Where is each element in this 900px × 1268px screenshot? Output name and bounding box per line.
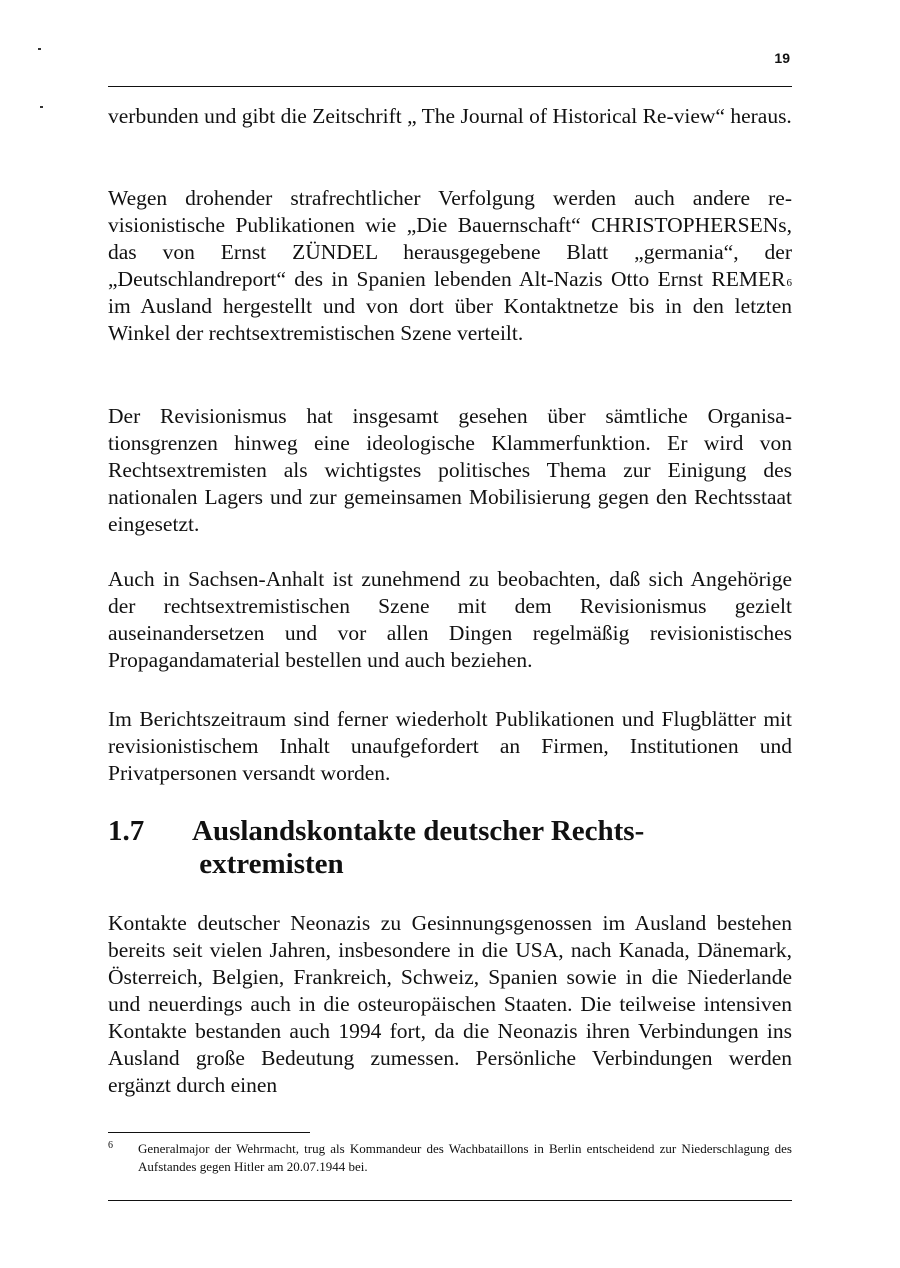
footnote-separator [108,1132,310,1133]
paragraph-saxony-anhalt: Auch in Sachsen-Anhalt ist zunehmend zu beobachten, daß sich Angehörige der rechtsextremistischen Szene mit dem Revisionismus gezielt auseinandersetzen und vor allen Dingen regelmäßig revisionistisches Propagandamaterial bestellen und auch beziehen. [108,567,792,672]
scan-speck [40,106,43,108]
paragraph-text: im Ausland hergestellt und von dort über Kontaktnetze bis in den letzten Winkel der rechtsextremistischen Szene verteilt. [108,294,792,345]
footnote-text: Generalmajor der Wehrmacht, trug als Kommandeur des Wachbataillons in Berlin entscheidend zur Niederschlagung des Aufstandes gegen Hitler am 20.07.1944 bei. [138,1141,792,1174]
paragraph-text: Wegen drohender strafrechtlicher Verfolgung werden auch andere revisionistische Publikationen wie „Die Bauernschaft“ CHRISTOPHERSENs, das von Ernst ZÜNDEL herausgegebene Blatt „germania“, der „Deutschlandreport“ des in Spanien lebenden Alt-Nazis Otto Ernst REMER [108,186,792,291]
footnote-number: 6 [108,1140,113,1151]
section-title: Auslandskontakte deutscher Rechts- extremisten [192,815,645,880]
paragraph-foreign-contacts: Kontakte deutscher Neonazis zu Gesinnungsgenossen im Ausland bestehen bereits seit vielen Jahren, insbesondere in die USA, nach Kanada, Dänemark, Österreich, Belgien, Frankreich, Schweiz, Spanien sowie in die Niederlande und neuerdings auch in die osteuropäischen Staaten. Die teilweise intensiven Kontakte bestanden auch 1994 fort, da die Neonazis ihren Verbindungen ins Ausland große Bedeutung zumessen. Persönliche Verbindungen werden ergänzt durch einen [108,911,792,1097]
section-number: 1.7 [108,815,145,847]
footer-rule [108,1200,792,1201]
section-heading [108,815,792,881]
paragraph-continuation: verbunden und gibt die Zeitschrift „ The Journal of Historical Re-view“ heraus. [108,104,792,128]
footnote-reference: 6 [786,277,792,289]
scan-speck [38,48,41,50]
paragraph-publications [108,185,792,347]
paragraph-reporting-period: Im Berichtszeitraum sind ferner wiederholt Publikationen und Flugblätter mit revisionistischem Inhalt unaufgefordert an Firmen, Institutionen und Privatpersonen versandt worden. [108,707,792,785]
header-rule [108,86,792,87]
paragraph-revisionism: Der Revisionismus hat insgesamt gesehen über sämtliche Organisationsgrenzen hinweg eine ideologische Klammerfunktion. Er wird von Rechtsextremisten als wichtigstes politisches Thema zur Einigung des nationalen Lagers und zur gemeinsamen Mobilisierung gegen den Rechtsstaat eingesetzt. [108,404,792,536]
page-number: 19 [774,50,790,66]
footnote [108,1140,792,1176]
